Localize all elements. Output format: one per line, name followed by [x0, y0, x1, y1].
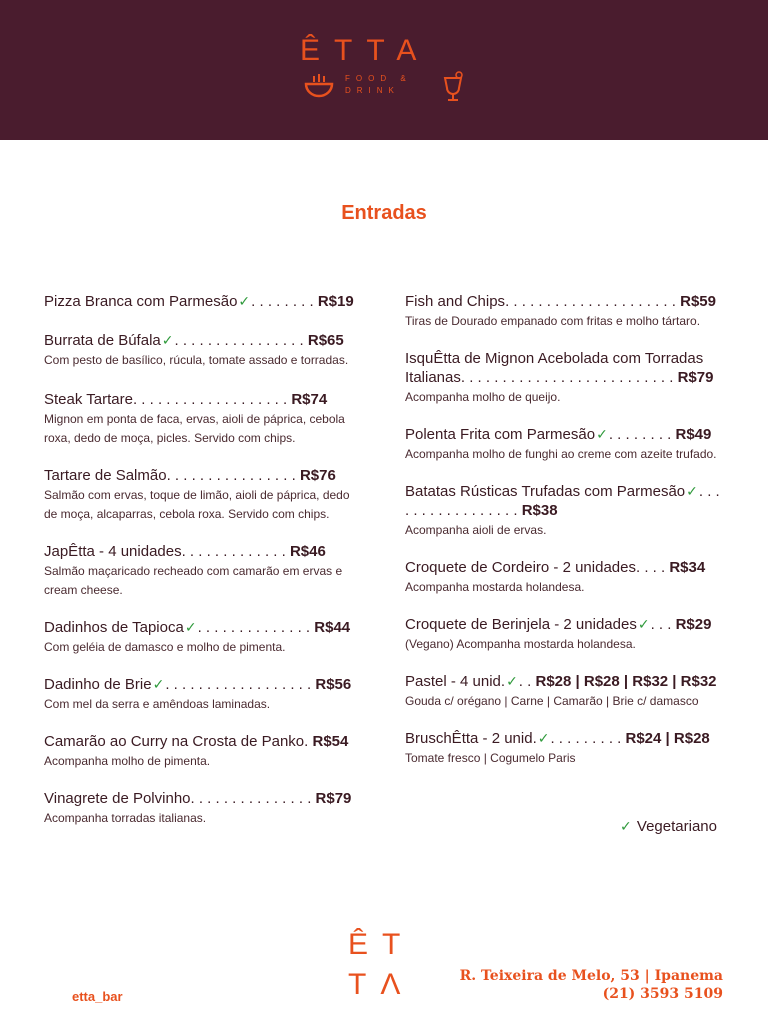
- menu-item-description: Acompanha aioli de ervas.: [405, 523, 547, 537]
- vegetarian-icon: ✓: [152, 676, 165, 692]
- header-band: [0, 0, 768, 140]
- menu-item-price: R$34: [669, 559, 706, 576]
- menu-item: [405, 425, 725, 464]
- menu-item-description: Mignon em ponta de faca, ervas, aioli de páprica, cebola roxa, dedo de moça, picles. Servido com chips.: [44, 412, 345, 445]
- menu-item: [405, 558, 725, 597]
- menu-item-price: R$49: [675, 426, 712, 443]
- menu-item: [44, 675, 362, 714]
- menu-item-line: [44, 675, 362, 694]
- dot-leader: . . . . . . . . . . . . . . .: [190, 790, 312, 807]
- dot-leader: . . . . . . . . .: [550, 730, 622, 747]
- menu-item-name: Fish and Chips: [405, 293, 506, 310]
- footer-logo-line-1: ÊT: [348, 928, 415, 961]
- phone-number[interactable]: (21) 3593 5109: [602, 986, 723, 1002]
- vegetarian-icon: ✓: [620, 818, 632, 834]
- legend-label: Vegetariano: [636, 818, 717, 835]
- menu-item-price: R$29: [675, 616, 712, 633]
- dot-leader: . . . . . . . . . . . . . . . . .: [405, 483, 720, 519]
- menu-item-price: R$59: [680, 293, 716, 310]
- menu-item-name: JapÊtta - 4 unidades: [44, 543, 182, 560]
- menu-item-name: Camarão ao Curry na Crosta de Panko: [44, 733, 305, 750]
- menu-item-description: Acompanha mostarda holandesa.: [405, 580, 585, 594]
- menu-item: [44, 789, 362, 828]
- subtitle-line-1: FOOD &: [345, 74, 412, 83]
- menu-item-price: R$19: [317, 293, 354, 310]
- menu-item: [405, 615, 725, 654]
- menu-item-price: R$24 | R$28: [625, 730, 710, 747]
- vegetarian-icon: ✓: [238, 293, 251, 309]
- vegetarian-icon: ✓: [686, 483, 698, 499]
- menu-item-description: Salmão maçaricado recheado com camarão em ervas e cream cheese.: [44, 564, 343, 597]
- menu-item-name: IsquÊtta de Mignon Acebolada com Torradas Italianas: [405, 350, 704, 386]
- menu-item: [405, 482, 725, 540]
- footer-contact: [440, 967, 723, 1003]
- menu-item-description: Com pesto de basílico, rúcula, tomate assado e torradas.: [44, 353, 349, 367]
- menu-item: [44, 466, 362, 524]
- social-handle[interactable]: etta_bar: [72, 989, 123, 1004]
- footer-logo: [348, 925, 418, 1005]
- menu-item-price: R$74: [291, 391, 328, 408]
- dot-leader: . . . . . . . .: [608, 426, 672, 443]
- menu-item-name: Pizza Branca com Parmesão: [44, 293, 238, 310]
- menu-item: [44, 390, 362, 448]
- menu-item-description: Acompanha molho de queijo.: [405, 390, 561, 404]
- menu-item: [44, 542, 362, 600]
- vegetarian-icon: ✓: [161, 332, 174, 348]
- menu-item-name: Croquete de Cordeiro - 2 unidades: [405, 559, 636, 576]
- menu-item-line: [44, 732, 362, 751]
- menu-item-name: Pastel - 4 unid.: [405, 673, 506, 690]
- subtitle-line-2: DRINK: [345, 86, 400, 95]
- menu-item: [405, 292, 725, 331]
- menu-item-name: Tartare de Salmão: [44, 467, 167, 484]
- menu-item-line: [44, 789, 362, 808]
- menu-item-line: [44, 618, 362, 637]
- menu-item: [405, 349, 725, 407]
- menu-item-price: R$44: [314, 619, 351, 636]
- menu-item-line: [405, 729, 725, 748]
- menu-item-description: Acompanha torradas italianas.: [44, 811, 207, 825]
- dot-leader: .: [304, 733, 309, 750]
- menu-item: [405, 672, 725, 711]
- menu-item: [405, 729, 725, 768]
- menu-item-line: [44, 331, 362, 350]
- menu-item-price: R$56: [315, 676, 352, 693]
- menu-item-line: [44, 292, 362, 311]
- menu-item-name: Polenta Frita com Parmesão: [405, 426, 596, 443]
- menu-item-line: [405, 672, 725, 691]
- menu-item: [44, 732, 362, 771]
- menu-item-line: [405, 425, 725, 444]
- brand-logo: ÊTTA: [300, 34, 431, 67]
- menu-item-name: BruschÊtta - 2 unid.: [405, 730, 537, 747]
- menu-item-name: Steak Tartare: [44, 391, 133, 408]
- vegetarian-icon: ✓: [537, 730, 550, 746]
- menu-item-description: Tomate fresco | Cogumelo Paris: [405, 751, 576, 765]
- menu-item-price: R$76: [299, 467, 336, 484]
- menu-item-line: [405, 482, 725, 520]
- dot-leader: . . . . . . . . . . . . . . . . . . .: [132, 391, 288, 408]
- menu-item-line: [44, 466, 362, 485]
- vegetarian-icon: ✓: [637, 616, 650, 632]
- dot-leader: . . . . . . . . . . . . . . . . . .: [165, 676, 312, 693]
- menu-item-name: Burrata de Búfala: [44, 332, 161, 349]
- glass-icon: [442, 70, 464, 102]
- vegetarian-icon: ✓: [596, 426, 608, 442]
- menu-item-description: Com mel da serra e amêndoas laminadas.: [44, 697, 271, 711]
- dot-leader: . . . . . . . .: [251, 293, 314, 310]
- vegetarian-icon: ✓: [506, 673, 518, 689]
- address: R. Teixeira de Melo, 53 | Ipanema: [459, 968, 723, 984]
- dot-leader: . . . . . . . . . . . . . .: [197, 619, 311, 636]
- menu-item-line: [405, 292, 725, 311]
- dot-leader: . . .: [650, 616, 672, 633]
- menu-item-description: (Vegano) Acompanha mostarda holandesa.: [405, 637, 636, 651]
- menu-item-description: Tiras de Dourado empanado com fritas e molho tártaro.: [405, 314, 701, 328]
- menu-item: [44, 331, 362, 370]
- menu-item-name: Batatas Rústicas Trufadas com Parmesão: [405, 483, 686, 500]
- menu-item-description: Acompanha molho de pimenta.: [44, 754, 211, 768]
- dot-leader: . . . . . . . . . . . . . . . . . . . . .: [505, 293, 676, 310]
- dot-leader: . . . . . . . . . . . . . . . . . . . . . . . . . .: [460, 369, 674, 386]
- menu-item-price: R$46: [289, 543, 326, 560]
- vegetarian-icon: ✓: [184, 619, 197, 635]
- menu-item-line: [405, 349, 725, 387]
- menu-column-left: [44, 292, 362, 828]
- menu-item-price: R$65: [307, 332, 344, 349]
- menu-item-description: Com geléia de damasco e molho de pimenta.: [44, 640, 286, 654]
- menu-item-price: R$28 | R$28 | R$32 | R$32: [535, 673, 717, 690]
- dot-leader: . . . . . . . . . . . . . . . .: [166, 467, 296, 484]
- menu-column-right: [405, 292, 725, 768]
- brand-subtitle: [345, 73, 445, 97]
- menu-item-name: Dadinho de Brie: [44, 676, 152, 693]
- menu-item-price: R$79: [315, 790, 352, 807]
- menu-item: [44, 618, 362, 657]
- menu-item-description: Salmão com ervas, toque de limão, aioli de páprica, dedo de moça, alcaparras, cebola roxa. Servido com chips.: [44, 488, 350, 521]
- dot-leader: . . . .: [635, 559, 666, 576]
- dot-leader: . . . . . . . . . . . . .: [181, 543, 286, 560]
- menu-item-line: [405, 558, 725, 577]
- menu-item-description: Acompanha molho de funghi ao creme com azeite trufado.: [405, 447, 717, 461]
- menu-item-name: Croquete de Berinjela - 2 unidades: [405, 616, 637, 633]
- menu-item-name: Vinagrete de Polvinho: [44, 790, 191, 807]
- dot-leader: . .: [518, 673, 532, 690]
- menu-item-line: [44, 390, 362, 409]
- menu-item-name: Dadinhos de Tapioca: [44, 619, 184, 636]
- section-title: Entradas: [341, 202, 427, 224]
- menu-item-description: Gouda c/ orégano | Carne | Camarão | Brie c/ damasco: [405, 694, 699, 708]
- vegetarian-legend: [619, 818, 717, 835]
- menu-item-price: R$79: [677, 369, 714, 386]
- dot-leader: . . . . . . . . . . . . . . . .: [174, 332, 304, 349]
- menu-item-price: R$54: [312, 733, 349, 750]
- bowl-icon: [304, 72, 334, 100]
- menu-item-line: [405, 615, 725, 634]
- menu-item-price: R$38: [521, 502, 558, 519]
- menu-item: [44, 292, 362, 311]
- footer-logo-line-2: TΛ: [348, 968, 415, 1001]
- menu-item-line: [44, 542, 362, 561]
